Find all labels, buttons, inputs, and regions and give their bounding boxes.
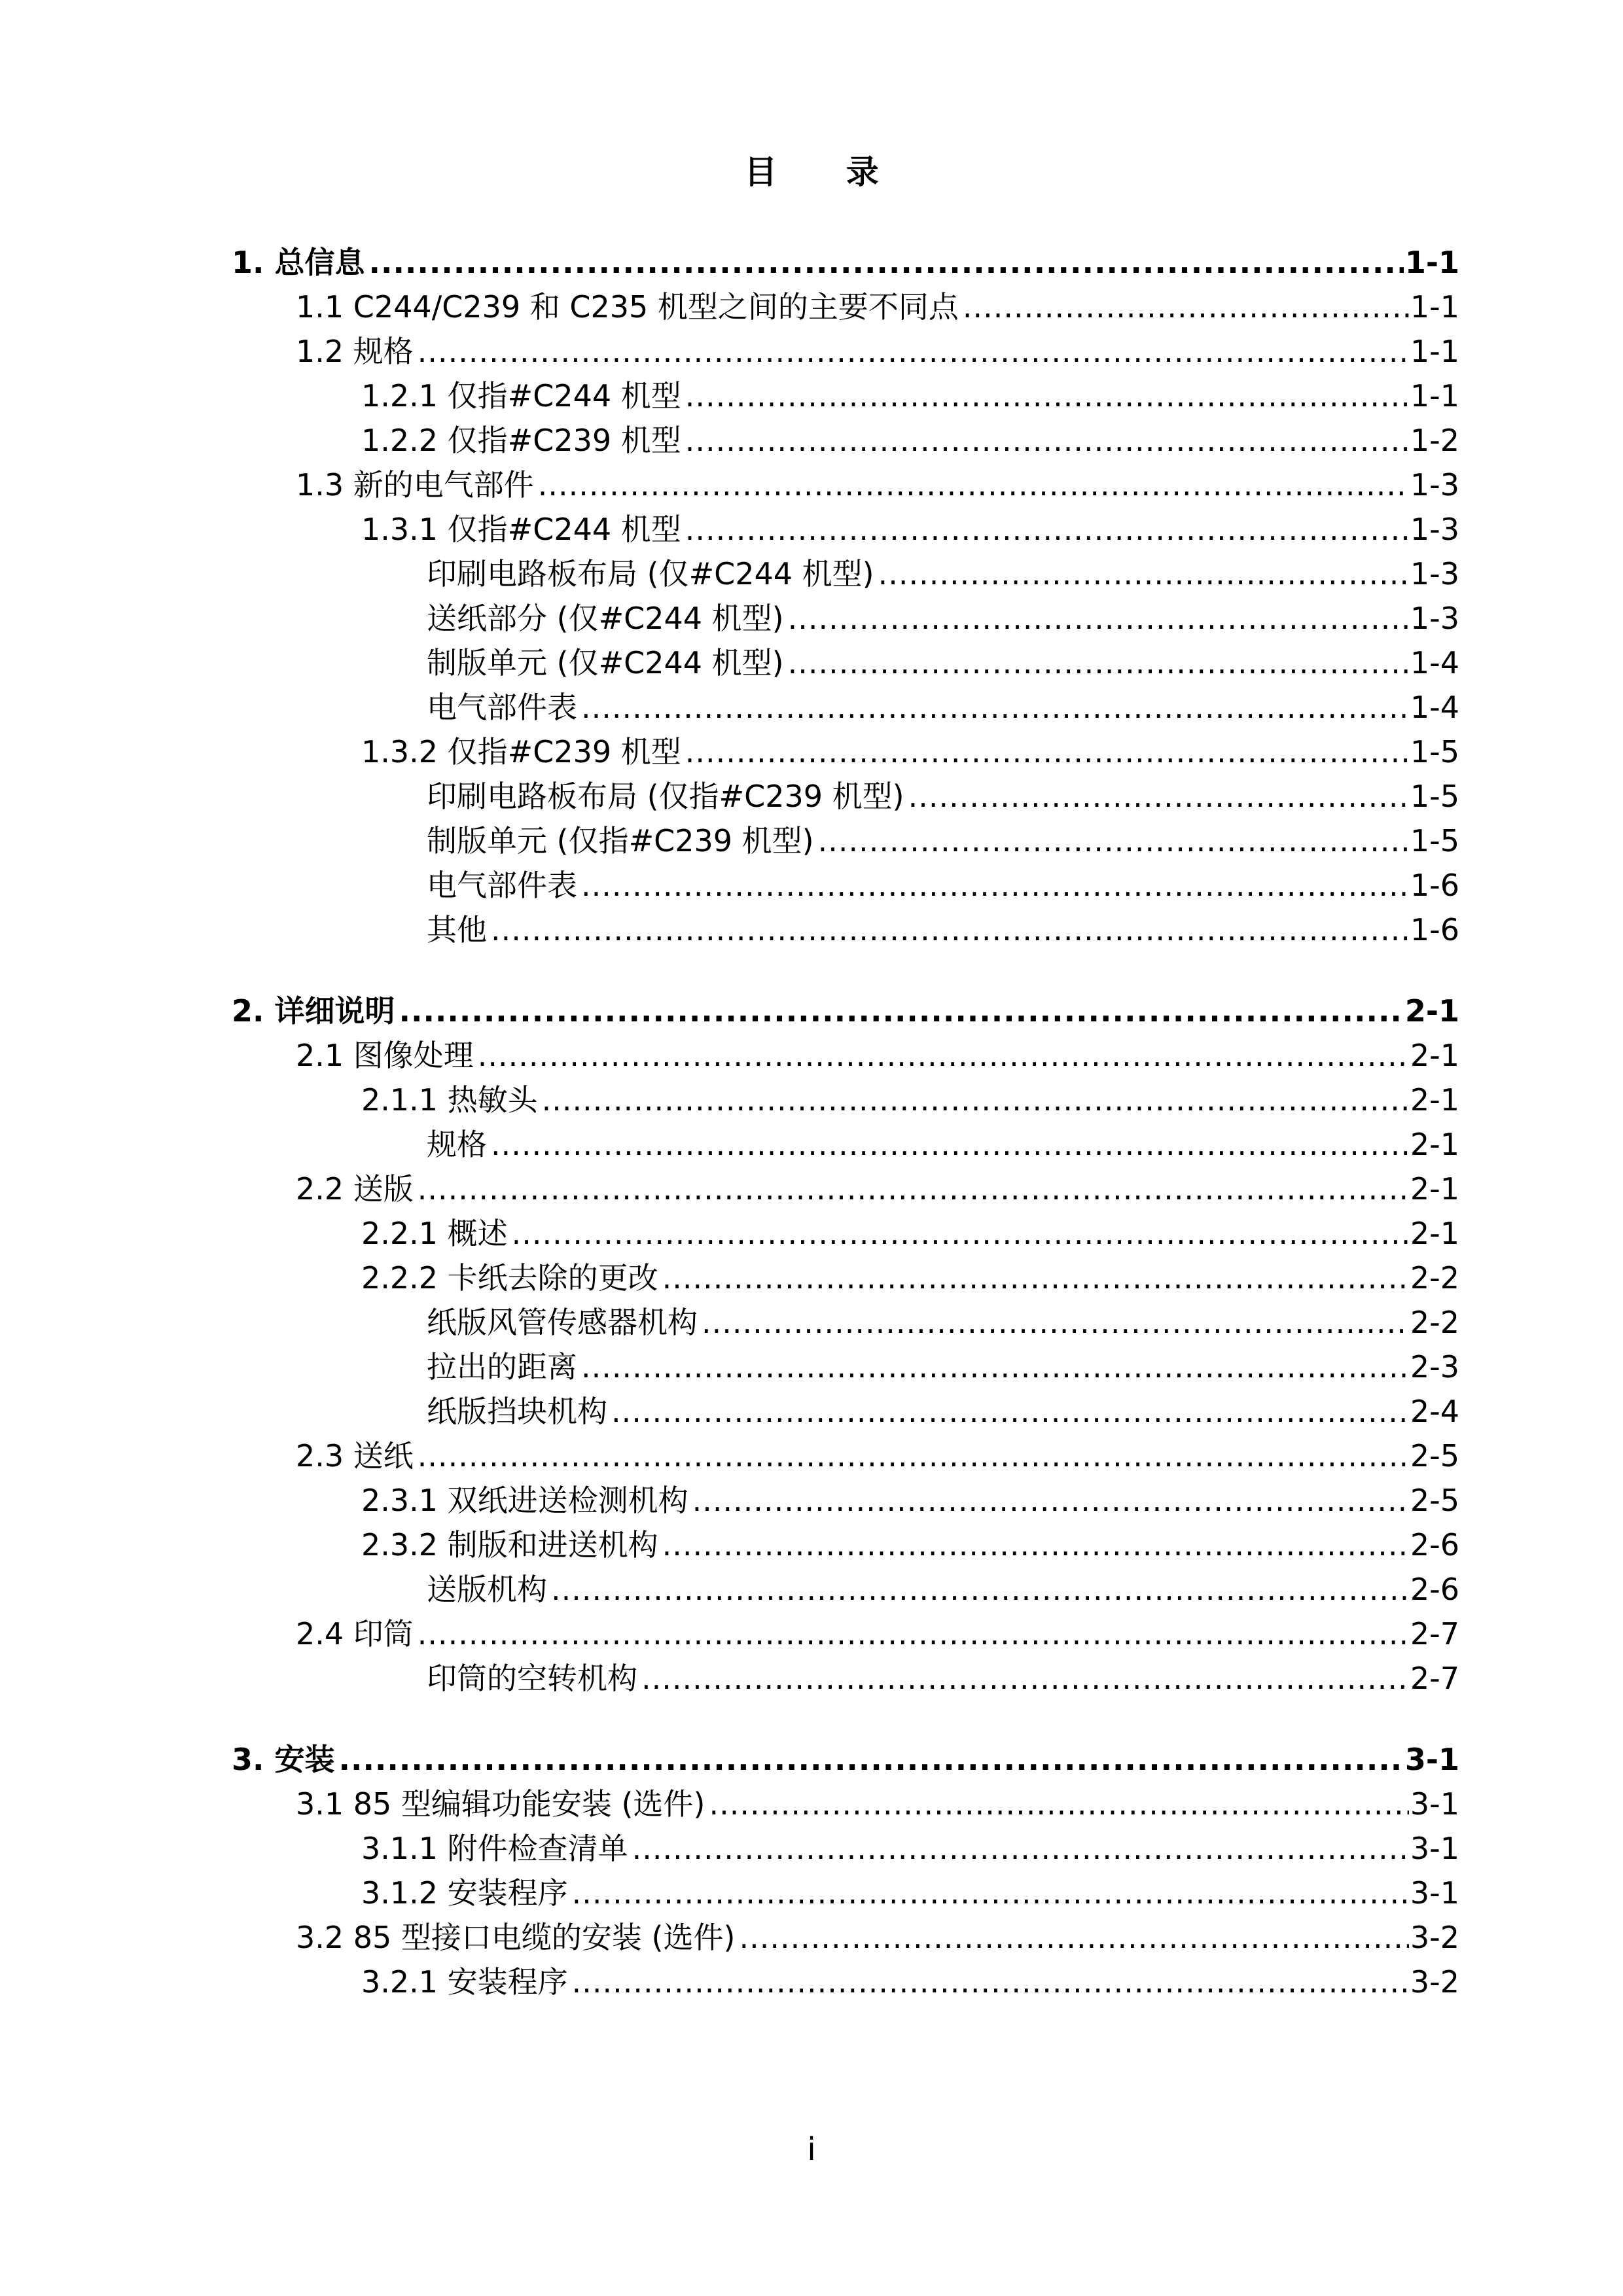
toc-entry[interactable] — [232, 1523, 1459, 1567]
toc-entry-label: 印刷电路板布局 (仅指#C239 机型) — [427, 779, 904, 814]
toc-entry[interactable] — [232, 1389, 1459, 1434]
dot-leader — [878, 552, 1409, 596]
toc-entry-label: 3.1.2 安装程序 — [361, 1875, 568, 1911]
toc-entry-label: 电气部件表 — [427, 690, 577, 725]
toc-entry[interactable] — [232, 552, 1459, 596]
toc-entry[interactable] — [232, 1434, 1459, 1478]
toc-entry-page: 1-1 — [1404, 245, 1459, 280]
dot-leader — [399, 989, 1404, 1033]
toc-entry-page: 1-5 — [1410, 823, 1459, 858]
toc-entry-page: 1-4 — [1410, 690, 1459, 725]
dot-leader — [512, 1211, 1409, 1256]
toc-entry-label: 2.3.1 双纸进送检测机构 — [361, 1483, 688, 1518]
toc-entry-label: 印筒的空转机构 — [427, 1661, 637, 1696]
toc-entry-page: 1-2 — [1410, 423, 1459, 458]
toc-entry[interactable] — [232, 1122, 1459, 1167]
toc-entry-label: 拉出的距离 — [427, 1349, 577, 1385]
toc-entry[interactable] — [232, 1656, 1459, 1701]
dot-leader — [692, 1478, 1409, 1523]
toc-entry-page: 3-1 — [1410, 1786, 1459, 1822]
toc-entry-page: 1-1 — [1410, 289, 1459, 325]
toc-entry-page: 2-2 — [1410, 1260, 1459, 1296]
toc-entry-label: 2.2.1 概述 — [361, 1216, 508, 1251]
toc-entry[interactable] — [232, 730, 1459, 774]
toc-entry-page: 2-7 — [1410, 1616, 1459, 1651]
toc-entry[interactable] — [232, 1300, 1459, 1345]
toc-entry-page: 1-3 — [1410, 601, 1459, 636]
table-of-contents — [232, 240, 1459, 2004]
toc-entry-page: 3-2 — [1410, 1920, 1459, 1955]
dot-leader — [581, 863, 1409, 908]
dot-leader — [685, 507, 1409, 552]
dot-leader — [685, 418, 1409, 463]
dot-leader — [685, 730, 1409, 774]
toc-entry-label: 2.1.1 热敏头 — [361, 1082, 538, 1118]
toc-entry-page: 2-1 — [1410, 1216, 1459, 1251]
toc-entry[interactable] — [232, 1871, 1459, 1915]
toc-entry-label: 其他 — [427, 912, 487, 947]
toc-entry-page: 1-4 — [1410, 645, 1459, 680]
page-title: 目 录 — [744, 152, 908, 191]
toc-entry-page: 2-1 — [1410, 1038, 1459, 1073]
toc-entry[interactable] — [232, 285, 1459, 329]
toc-entry-label: 3.1 85 型编辑功能安装 (选件) — [296, 1786, 705, 1822]
toc-entry-page: 2-1 — [1404, 993, 1459, 1029]
toc-entry-label: 3. 安装 — [232, 1742, 335, 1777]
dot-leader — [818, 819, 1409, 863]
toc-entry-page: 3-1 — [1410, 1831, 1459, 1866]
toc-entry-label: 2.1 图像处理 — [296, 1038, 474, 1073]
toc-entry-page: 2-1 — [1410, 1127, 1459, 1162]
toc-entry-page: 1-6 — [1410, 868, 1459, 903]
toc-entry-label: 1.1 C244/C239 和 C235 机型之间的主要不同点 — [296, 289, 959, 325]
toc-entry-label: 1.3.2 仅指#C239 机型 — [361, 734, 681, 769]
toc-entry-page: 1-6 — [1410, 912, 1459, 947]
toc-entry[interactable] — [232, 1078, 1459, 1122]
toc-entry[interactable] — [232, 1345, 1459, 1389]
toc-entry-label: 1. 总信息 — [232, 245, 365, 280]
dot-leader — [788, 596, 1409, 641]
toc-entry-page: 2-6 — [1410, 1572, 1459, 1607]
toc-entry-label: 送纸部分 (仅#C244 机型) — [427, 601, 784, 636]
toc-entry[interactable] — [232, 1567, 1459, 1612]
toc-entry[interactable] — [232, 685, 1459, 730]
toc-entry-label: 1.3 新的电气部件 — [296, 467, 534, 503]
dot-leader — [702, 1300, 1409, 1345]
toc-entry[interactable] — [232, 908, 1459, 952]
toc-entry-label: 1.3.1 仅指#C244 机型 — [361, 512, 681, 547]
toc-entry-label: 2.3.2 制版和进送机构 — [361, 1527, 658, 1563]
toc-entry-label: 2.3 送纸 — [296, 1438, 414, 1474]
toc-entry-page: 2-2 — [1410, 1305, 1459, 1340]
toc-chapter-entry[interactable] — [232, 240, 1459, 285]
dot-leader — [418, 1612, 1409, 1656]
toc-entry[interactable] — [232, 418, 1459, 463]
toc-entry[interactable] — [232, 1167, 1459, 1211]
toc-entry-label: 电气部件表 — [427, 868, 577, 903]
toc-entry-label: 规格 — [427, 1127, 487, 1162]
toc-entry[interactable] — [232, 374, 1459, 418]
toc-entry[interactable] — [232, 1826, 1459, 1871]
toc-entry[interactable] — [232, 1211, 1459, 1256]
toc-entry-label: 3.1.1 附件检查清单 — [361, 1831, 628, 1866]
dot-leader — [538, 463, 1409, 507]
toc-entry[interactable] — [232, 1256, 1459, 1300]
toc-entry-page: 1-1 — [1410, 334, 1459, 369]
toc-entry[interactable] — [232, 863, 1459, 908]
dot-leader — [418, 1434, 1409, 1478]
toc-entry-page: 2-1 — [1410, 1082, 1459, 1118]
toc-entry-page: 1-3 — [1410, 556, 1459, 592]
dot-leader — [491, 908, 1409, 952]
dot-leader — [369, 240, 1404, 285]
dot-leader — [963, 285, 1409, 329]
dot-leader — [908, 774, 1409, 819]
toc-entry-page: 2-3 — [1410, 1349, 1459, 1385]
toc-entry[interactable] — [232, 507, 1459, 552]
toc-entry-page: 2-5 — [1410, 1483, 1459, 1518]
dot-leader — [581, 1345, 1409, 1389]
toc-entry-page: 2-5 — [1410, 1438, 1459, 1474]
toc-entry[interactable] — [232, 1033, 1459, 1078]
toc-entry-label: 3.2.1 安装程序 — [361, 1964, 568, 2000]
dot-leader — [788, 641, 1409, 685]
toc-entry[interactable] — [232, 1960, 1459, 2004]
toc-entry-page: 3-1 — [1404, 1742, 1459, 1777]
dot-leader — [491, 1122, 1409, 1167]
dot-leader — [542, 1078, 1409, 1122]
toc-entry-page: 1-3 — [1410, 467, 1459, 503]
toc-chapter-entry[interactable] — [232, 1737, 1459, 1782]
toc-entry-page: 3-1 — [1410, 1875, 1459, 1911]
toc-chapter-entry[interactable] — [232, 989, 1459, 1033]
toc-entry[interactable] — [232, 1612, 1459, 1656]
toc-entry[interactable] — [232, 329, 1459, 374]
toc-entry-label: 制版单元 (仅指#C239 机型) — [427, 823, 814, 858]
toc-entry-label: 3.2 85 型接口电缆的安装 (选件) — [296, 1920, 736, 1955]
toc-entry-page: 1-5 — [1410, 734, 1459, 769]
toc-entry[interactable] — [232, 641, 1459, 685]
dot-leader — [662, 1256, 1409, 1300]
toc-entry[interactable] — [232, 1478, 1459, 1523]
page-number: i — [807, 2131, 816, 2168]
dot-leader — [572, 1871, 1409, 1915]
toc-entry-label: 送版机构 — [427, 1572, 547, 1607]
dot-leader — [478, 1033, 1409, 1078]
dot-leader — [551, 1567, 1409, 1612]
toc-entry-label: 制版单元 (仅#C244 机型) — [427, 645, 784, 680]
toc-entry-page: 3-2 — [1410, 1964, 1459, 2000]
toc-entry[interactable] — [232, 819, 1459, 863]
toc-entry-page: 2-4 — [1410, 1394, 1459, 1429]
dot-leader — [739, 1915, 1408, 1960]
toc-entry-label: 2.4 印筒 — [296, 1616, 414, 1651]
dot-leader — [611, 1389, 1409, 1434]
toc-entry-label: 1.2.1 仅指#C244 机型 — [361, 378, 681, 414]
toc-entry-label: 1.2.2 仅指#C239 机型 — [361, 423, 681, 458]
dot-leader — [339, 1737, 1404, 1782]
toc-entry[interactable] — [232, 1915, 1459, 1960]
toc-entry-page: 1-5 — [1410, 779, 1459, 814]
dot-leader — [418, 329, 1409, 374]
dot-leader — [709, 1782, 1408, 1826]
toc-entry[interactable] — [232, 596, 1459, 641]
toc-entry-page: 2-1 — [1410, 1171, 1459, 1207]
dot-leader — [685, 374, 1409, 418]
toc-entry-label: 2. 详细说明 — [232, 993, 395, 1029]
toc-entry-page: 2-7 — [1410, 1661, 1459, 1696]
toc-entry-page: 1-1 — [1410, 378, 1459, 414]
dot-leader — [641, 1656, 1409, 1701]
toc-entry[interactable] — [232, 1782, 1459, 1826]
toc-entry-page: 2-6 — [1410, 1527, 1459, 1563]
toc-entry[interactable] — [232, 774, 1459, 819]
toc-entry-label: 印刷电路板布局 (仅#C244 机型) — [427, 556, 874, 592]
toc-entry-label: 2.2.2 卡纸去除的更改 — [361, 1260, 658, 1296]
toc-entry-page: 1-3 — [1410, 512, 1459, 547]
toc-entry-label: 1.2 规格 — [296, 334, 414, 369]
toc-entry[interactable] — [232, 463, 1459, 507]
dot-leader — [632, 1826, 1409, 1871]
dot-leader — [418, 1167, 1409, 1211]
dot-leader — [572, 1960, 1409, 2004]
dot-leader — [662, 1523, 1409, 1567]
toc-entry-label: 纸版挡块机构 — [427, 1394, 607, 1429]
toc-entry-label: 纸版风管传感器机构 — [427, 1305, 698, 1340]
toc-entry-label: 2.2 送版 — [296, 1171, 414, 1207]
dot-leader — [581, 685, 1409, 730]
